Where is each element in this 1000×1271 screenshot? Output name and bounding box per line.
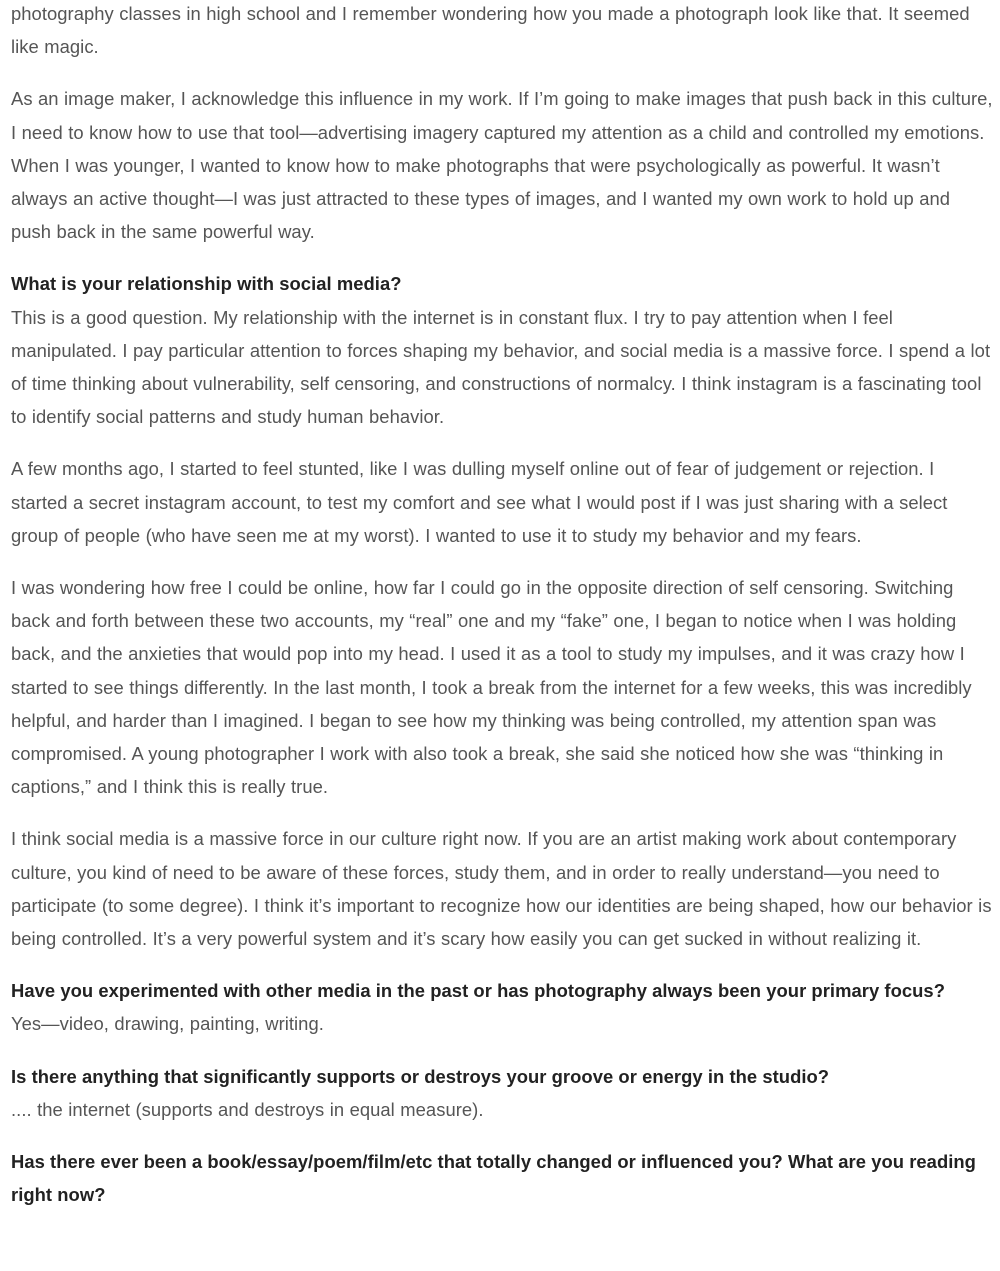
intro-paragraph: photography classes in high school and I remember wondering how you made a photograph look like that. It seemed like magic. [11, 3, 970, 58]
qa-influences [11, 1145, 993, 1211]
intro-paragraph: As an image maker, I acknowledge this influence in my work. If I’m going to make images that push back in this culture, I need to know how to use that tool—advertising imagery captured my attention as a child and controlled my emotions. When I was younger, I wanted to know how to make photographs that were psychologically as powerful. It wasn’t always an active thought—I was just attracted to these types of images, and I wanted my own work to hold up and push back in the same powerful way. [11, 88, 993, 243]
answer-paragraph: This is a good question. My relationship with the internet is in constant flux. I try to pay attention when I feel manipulated. I pay particular attention to forces shaping my behavior, and social media is a massive force. I spend a lot of time thinking about vulnerability, self censoring, and constructions of normalcy. I think instagram is a fascinating tool to identify social patterns and study human behavior. [11, 306, 991, 428]
qa-social-media [11, 267, 993, 433]
answer-paragraph: A few months ago, I started to feel stunted, like I was dulling myself online out of fear of judgement or rejection. I started a secret instagram account, to test my comfort and see what I would post if I was just sharing with a select group of people (who have seen me at my worst). I wanted to use it to study my behavior and my fears. [11, 458, 948, 546]
answer-paragraph: I was wondering how free I could be online, how far I could go in the opposite direction of self censoring. Switching back and forth between these two accounts, my “real” one and my “fake” one, I began to notice when I was holding back, and the anxieties that would pop into my head. I used it as a tool to study my impulses, and it was crazy how I started to see things differently. In the last month, I took a break from the internet for a few weeks, this was incredibly helpful, and harder than I imagined. I began to see how my thinking was being controlled, my attention span was compromised. A young photographer I work with also took a break, she said she noticed how she was “thinking in captions,” and I think this is really true. [11, 577, 972, 798]
question-heading: Has there ever been a book/essay/poem/film/etc that totally changed or influenced you? What are you reading right now? [11, 1151, 976, 1206]
answer-paragraph: I think social media is a massive force in our culture right now. If you are an artist making work about contemporary culture, you kind of need to be aware of these forces, study them, and in order to really understand—you need to participate (to some degree). I think it’s important to recognize how our identities are being shaped, how our behavior is being controlled. It’s a very powerful system and it’s scary how easily you can get sucked in without realizing it. [11, 828, 992, 950]
interview-article [11, 0, 993, 1231]
qa-studio-energy [11, 1060, 993, 1126]
answer-paragraph: .... the internet (supports and destroys in equal measure). [11, 1098, 484, 1120]
qa-other-media [11, 974, 993, 1040]
question-heading: What is your relationship with social media? [11, 273, 402, 295]
question-heading: Have you experimented with other media in the past or has photography always been your primary focus? [11, 980, 945, 1002]
question-heading: Is there anything that significantly supports or destroys your groove or energy in the studio? [11, 1065, 830, 1087]
answer-paragraph: Yes—video, drawing, painting, writing. [11, 1013, 324, 1035]
